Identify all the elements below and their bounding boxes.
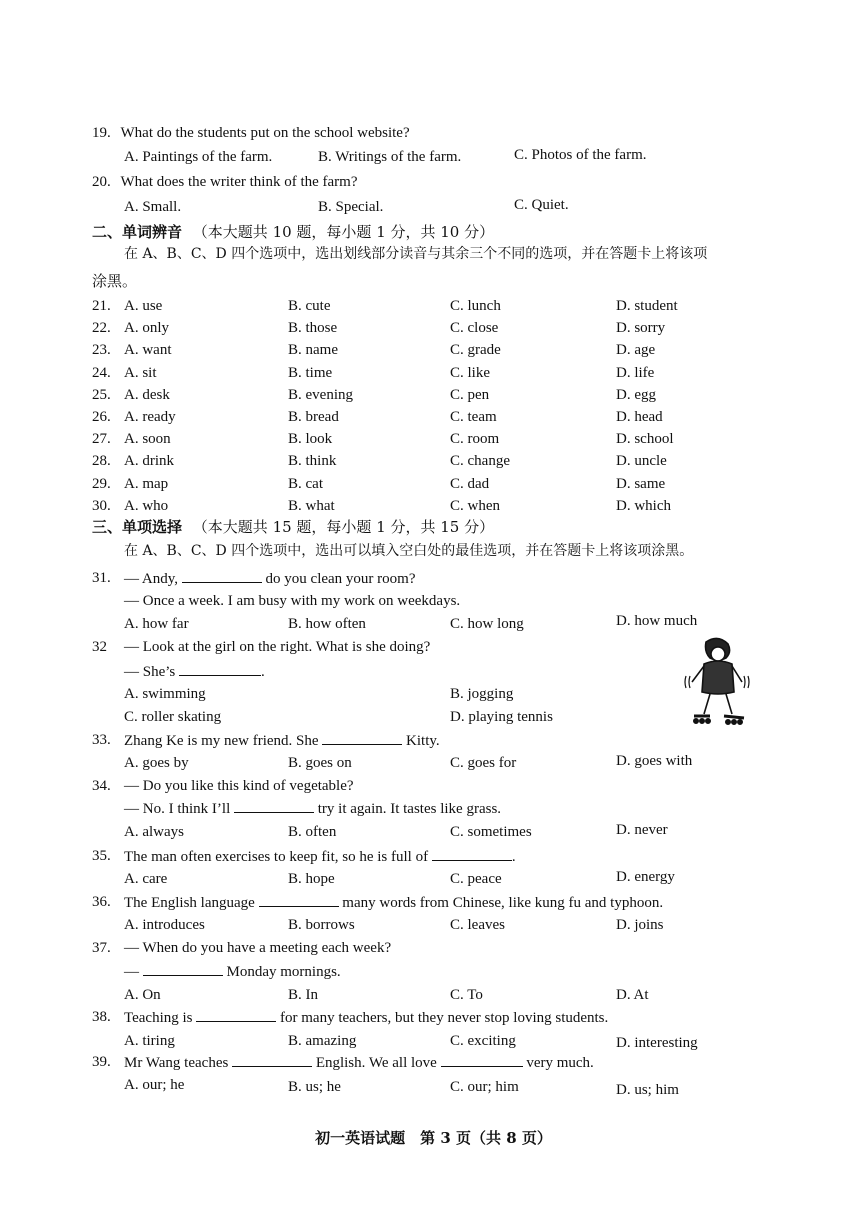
option-b: B. time — [288, 364, 333, 381]
option-a: A. use — [124, 298, 163, 314]
question-32-line-1: — Look at the girl on the right. What is she doing? — [124, 639, 431, 655]
answer-blank — [259, 892, 339, 907]
option-b: B. how often — [288, 616, 366, 632]
option-a: A. sit — [124, 364, 157, 381]
answer-blank — [232, 1052, 312, 1067]
question-number: 23. — [92, 342, 111, 359]
option-d: D. same — [616, 475, 666, 492]
section-heading: 二、单词辨音 — [92, 223, 183, 241]
option-c: C. dad — [450, 475, 490, 492]
question-number: 24. — [92, 364, 111, 381]
option-a: A. goes by — [124, 755, 189, 771]
option-a: A. soon — [124, 431, 171, 448]
option-b: B. Writings of the farm. — [318, 149, 462, 165]
option-d: D. uncle — [616, 453, 667, 470]
option-c: C. leaves — [450, 917, 505, 933]
option-a: A. how far — [124, 616, 189, 632]
option-d: D. life — [616, 364, 655, 381]
question-37-line-2 — [124, 961, 341, 982]
option-c: C. grade — [450, 342, 501, 359]
question-32-line-2 — [124, 661, 265, 682]
option-d: D. sorry — [616, 320, 666, 337]
option-c: C. To — [450, 987, 483, 1003]
question-19 — [92, 123, 410, 143]
question-number: 35. — [92, 848, 111, 864]
question-number: 36. — [92, 894, 111, 910]
question-number: 26. — [92, 409, 111, 425]
option-b: B. Special. — [318, 199, 384, 215]
option-d: D. which — [616, 497, 671, 514]
option-c: C. sometimes — [450, 824, 532, 840]
text: . — [261, 664, 265, 680]
question-31-line-1 — [124, 568, 416, 589]
section-2-instruction-cont: 涂黑。 — [92, 272, 138, 290]
text: Zhang Ke is my new friend. She — [124, 733, 319, 749]
option-a: A. introduces — [124, 917, 205, 933]
option-c: C. goes for — [450, 755, 517, 771]
option-b: B. often — [288, 824, 337, 840]
text: do you clean your room? — [265, 571, 416, 587]
option-a: A. only — [124, 320, 169, 337]
option-a: A. drink — [124, 453, 174, 470]
text: — — [124, 964, 139, 980]
answer-blank — [182, 568, 262, 583]
text: The man often exercises to keep fit, so he is full of — [124, 849, 429, 865]
option-b: B. look — [288, 431, 333, 448]
question-number: 33. — [92, 732, 111, 748]
answer-blank — [234, 798, 314, 813]
section-heading: 三、单项选择 — [92, 518, 183, 536]
option-a: A. want — [124, 342, 172, 359]
option-b: B. cute — [288, 298, 331, 314]
question-number: 29. — [92, 475, 111, 492]
question-35-line-1 — [124, 846, 516, 867]
option-c: C. roller skating — [124, 709, 222, 725]
option-b: B. name — [288, 342, 338, 359]
option-a: A. who — [124, 497, 169, 514]
option-b: B. what — [288, 497, 335, 514]
question-number: 34. — [92, 778, 111, 794]
option-a: A. desk — [124, 386, 170, 403]
text: try it again. It tastes like grass. — [317, 801, 502, 817]
question-36-line-1 — [124, 892, 663, 913]
answer-blank — [441, 1052, 523, 1067]
answer-blank — [432, 846, 512, 861]
answer-blank — [322, 730, 402, 745]
option-d: D. head — [616, 409, 663, 425]
option-a: A. care — [124, 871, 168, 887]
option-c: C. pen — [450, 386, 490, 403]
question-number: 31. — [92, 570, 111, 586]
option-a: A. Small. — [124, 199, 182, 215]
text: many words from Chinese, like kung fu and typhoon. — [342, 895, 664, 911]
option-c: C. Photos of the farm. — [514, 147, 647, 163]
text: Monday mornings. — [226, 964, 341, 980]
question-34-line-2 — [124, 798, 501, 819]
option-d: D. student — [616, 298, 678, 314]
option-c: C. Quiet. — [514, 197, 569, 213]
section-3-header — [92, 517, 494, 537]
option-d: D. interesting — [616, 1035, 698, 1051]
question-number: 37. — [92, 940, 111, 956]
option-d: D. At — [616, 987, 649, 1003]
option-d: D. egg — [616, 386, 656, 403]
text: The English language — [124, 895, 255, 911]
option-b: B. borrows — [288, 917, 355, 933]
option-a: A. tiring — [124, 1033, 175, 1049]
answer-blank — [196, 1007, 276, 1022]
page-footer: 初一英语试题 第 3 页（共 8 页） — [315, 1129, 552, 1147]
option-c: C. our; him — [450, 1079, 519, 1095]
option-b: B. think — [288, 453, 337, 470]
option-d: D. us; him — [616, 1082, 679, 1098]
text: . — [511, 849, 516, 865]
text: English. We all love — [315, 1055, 437, 1071]
text: for many teachers, but they never stop loving students. — [280, 1010, 609, 1026]
option-c: C. change — [450, 453, 510, 470]
question-number: 32 — [92, 639, 107, 655]
option-d: D. how much — [616, 613, 698, 629]
question-number: 21. — [92, 298, 111, 314]
option-b: B. evening — [288, 386, 353, 403]
question-number: 38. — [92, 1009, 111, 1025]
option-b: B. goes on — [288, 755, 352, 771]
option-c: C. room — [450, 431, 500, 448]
option-b: B. cat — [288, 475, 323, 492]
option-c: C. team — [450, 409, 497, 425]
question-number: 25. — [92, 386, 111, 403]
question-number: 20. — [92, 174, 111, 190]
question-number: 27. — [92, 431, 111, 448]
option-a: A. map — [124, 475, 169, 492]
option-d: D. age — [616, 342, 656, 359]
option-c: C. close — [450, 320, 499, 337]
option-a: A. On — [124, 987, 161, 1003]
question-number: 30. — [92, 497, 111, 514]
question-number: 28. — [92, 453, 111, 470]
question-text: What does the writer think of the farm? — [120, 174, 358, 190]
option-a: A. our; he — [124, 1077, 185, 1093]
answer-blank — [179, 661, 261, 676]
text: — Andy, — [124, 571, 179, 587]
question-37-line-1: — When do you have a meeting each week? — [124, 940, 392, 956]
option-b: B. In — [288, 987, 318, 1003]
question-39-line-1 — [124, 1052, 594, 1073]
question-number: 19. — [92, 125, 111, 141]
option-b: B. amazing — [288, 1033, 357, 1049]
question-31-line-2: — Once a week. I am busy with my work on weekdays. — [124, 593, 461, 609]
section-2-header — [92, 222, 494, 242]
text: Kitty. — [406, 733, 440, 749]
option-d: D. school — [616, 431, 674, 448]
option-c: C. lunch — [450, 298, 501, 314]
question-number: 39. — [92, 1054, 111, 1070]
option-a: A. Paintings of the farm. — [124, 149, 273, 165]
option-d: D. energy — [616, 869, 675, 885]
option-d: D. playing tennis — [450, 709, 553, 725]
option-d: D. joins — [616, 917, 664, 933]
option-a: A. ready — [124, 409, 176, 425]
option-a: A. swimming — [124, 686, 206, 702]
text: very much. — [526, 1055, 594, 1071]
roller-skating-girl-illustration — [676, 636, 758, 728]
option-c: C. when — [450, 497, 500, 514]
option-d: D. goes with — [616, 753, 693, 769]
option-b: B. us; he — [288, 1079, 341, 1095]
text: Mr Wang teaches — [124, 1055, 229, 1071]
answer-blank — [143, 961, 223, 976]
question-20 — [92, 172, 358, 192]
option-a: A. always — [124, 824, 184, 840]
question-text: What do the students put on the school website? — [120, 125, 410, 141]
option-c: C. peace — [450, 871, 502, 887]
text: Teaching is — [124, 1010, 193, 1026]
option-b: B. bread — [288, 409, 339, 425]
question-33-line-1 — [124, 730, 440, 751]
section-2-instruction: 在 A、B、C、D 四个选项中，选出划线部分读音与其余三个不同的选项，并在答题卡上将该项 — [124, 246, 708, 262]
option-d: D. never — [616, 822, 668, 838]
option-b: B. hope — [288, 871, 335, 887]
section-note: （本大题共 15 题，每小题 1 分，共 15 分） — [192, 518, 495, 536]
question-38-line-1 — [124, 1007, 608, 1028]
option-c: C. exciting — [450, 1033, 516, 1049]
text: — No. I think I’ll — [124, 801, 231, 817]
option-b: B. jogging — [450, 686, 514, 702]
section-note: （本大题共 10 题，每小题 1 分，共 10 分） — [192, 223, 495, 241]
option-b: B. those — [288, 320, 338, 337]
section-3-instruction: 在 A、B、C、D 四个选项中，选出可以填入空白处的最佳选项，并在答题卡上将该项涂黑。 — [124, 543, 694, 559]
text: — She’s — [124, 664, 176, 680]
option-c: C. like — [450, 364, 490, 381]
option-c: C. how long — [450, 616, 524, 632]
question-number: 22. — [92, 320, 111, 337]
question-34-line-1: — Do you like this kind of vegetable? — [124, 778, 354, 794]
